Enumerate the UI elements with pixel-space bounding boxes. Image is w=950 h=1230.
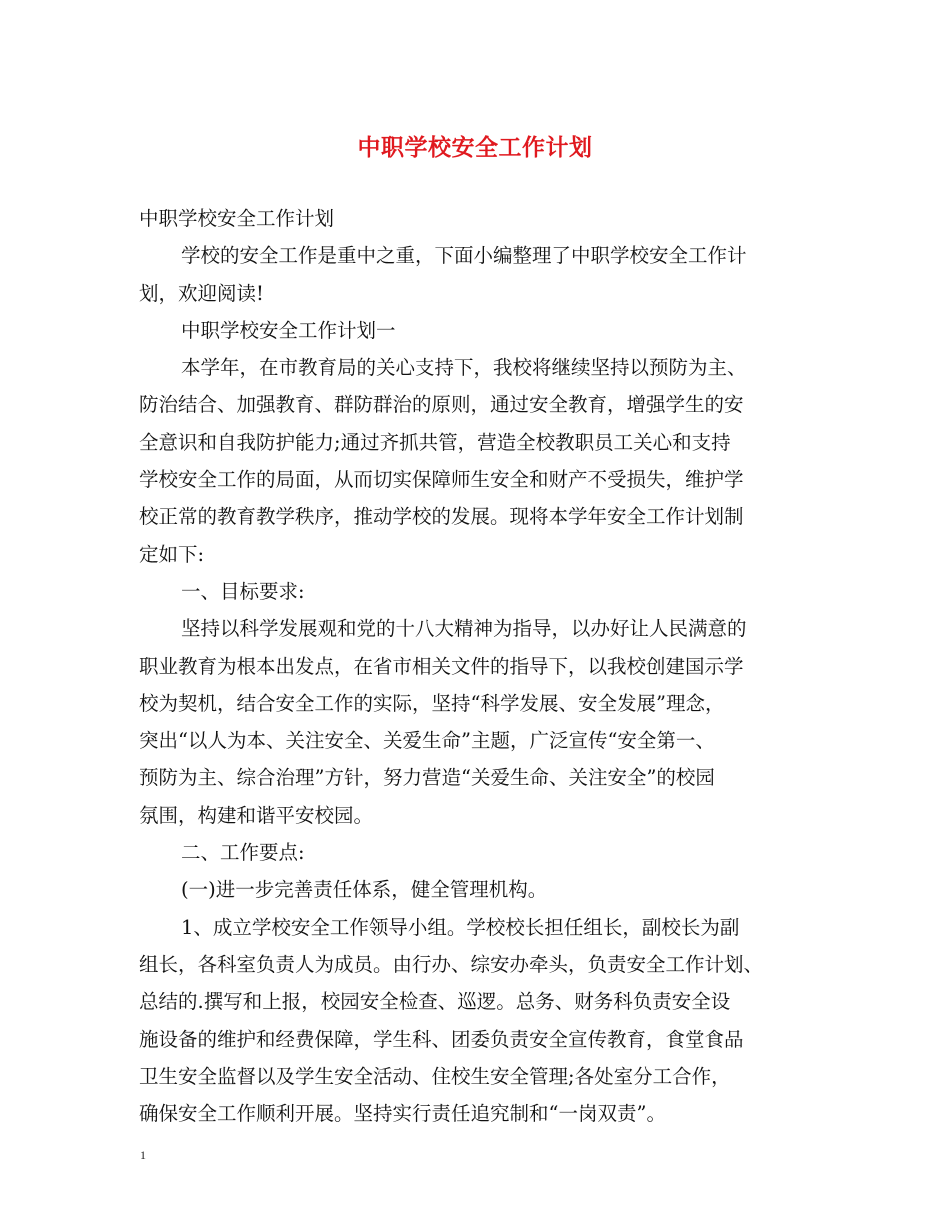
text-line: 组长，各科室负责人为成员。由行办、综安办牵头，负责安全工作计划、: [139, 952, 764, 976]
text-line: 中职学校安全工作计划: [139, 207, 335, 230]
text-line: 1、成立学校安全工作领导小组。学校校长担任组长，副校长为副: [181, 915, 740, 939]
text-line: 学校安全工作的局面，从而切实保障师生安全和财产不受损失，维护学: [139, 468, 744, 492]
text-line: 二、工作要点:: [181, 841, 305, 865]
page-number: 1: [140, 1148, 146, 1162]
text-line: 全意识和自我防护能力;通过齐抓共管，营造全校教职员工关心和支持: [139, 430, 731, 454]
text-line: 突出“以人为本、关注安全、关爱生命”主题，广泛宣传“安全第一、: [139, 729, 715, 753]
text-line: 中职学校安全工作计划一: [181, 318, 396, 342]
text-line: 氛围，构建和谐平安校园。: [139, 803, 374, 827]
text-line: 一、目标要求:: [181, 579, 305, 603]
text-line: 防治结合、加强教育、群防群治的原则，通过安全教育，增强学生的安: [139, 393, 744, 417]
document-title: 中职学校安全工作计划: [357, 134, 593, 161]
document-body: [139, 200, 819, 1132]
text-line: 确保安全工作顺利开展。坚持实行责任追究制和“一岗双责”。: [139, 1102, 666, 1126]
text-line: 划，欢迎阅读!: [139, 281, 264, 305]
text-line: 学校的安全工作是重中之重，下面小编整理了中职学校安全工作计: [181, 244, 747, 268]
text-line: 卫生安全监督以及学生安全活动、住校生安全管理;各处室分工合作，: [139, 1064, 731, 1088]
text-line: 施设备的维护和经费保障，学生科、团委负责安全宣传教育，食堂食品: [139, 1027, 744, 1051]
text-line: 定如下:: [139, 542, 205, 566]
text-line: 预防为主、综合治理”方针，努力营造“关爱生命、关注安全”的校园: [139, 766, 715, 790]
text-line: 校正常的教育教学秩序，推动学校的发展。现将本学年安全工作计划制: [139, 505, 744, 529]
text-line: 总结的.撰写和上报，校园安全检查、巡逻。总务、财务科负责安全设: [139, 990, 731, 1014]
text-line: 本学年，在市教育局的关心支持下，我校将继续坚持以预防为主、: [181, 356, 747, 380]
text-line: (一)进一步完善责任体系，健全管理机构。: [181, 878, 548, 902]
text-line: 校为契机，结合安全工作的实际，坚持“科学发展、安全发展”理念，: [139, 691, 725, 715]
text-line: 职业教育为根本出发点，在省市相关文件的指导下，以我校创建国示学: [139, 654, 744, 678]
text-line: 坚持以科学发展观和党的十八大精神为指导，以办好让人民满意的: [181, 617, 747, 641]
